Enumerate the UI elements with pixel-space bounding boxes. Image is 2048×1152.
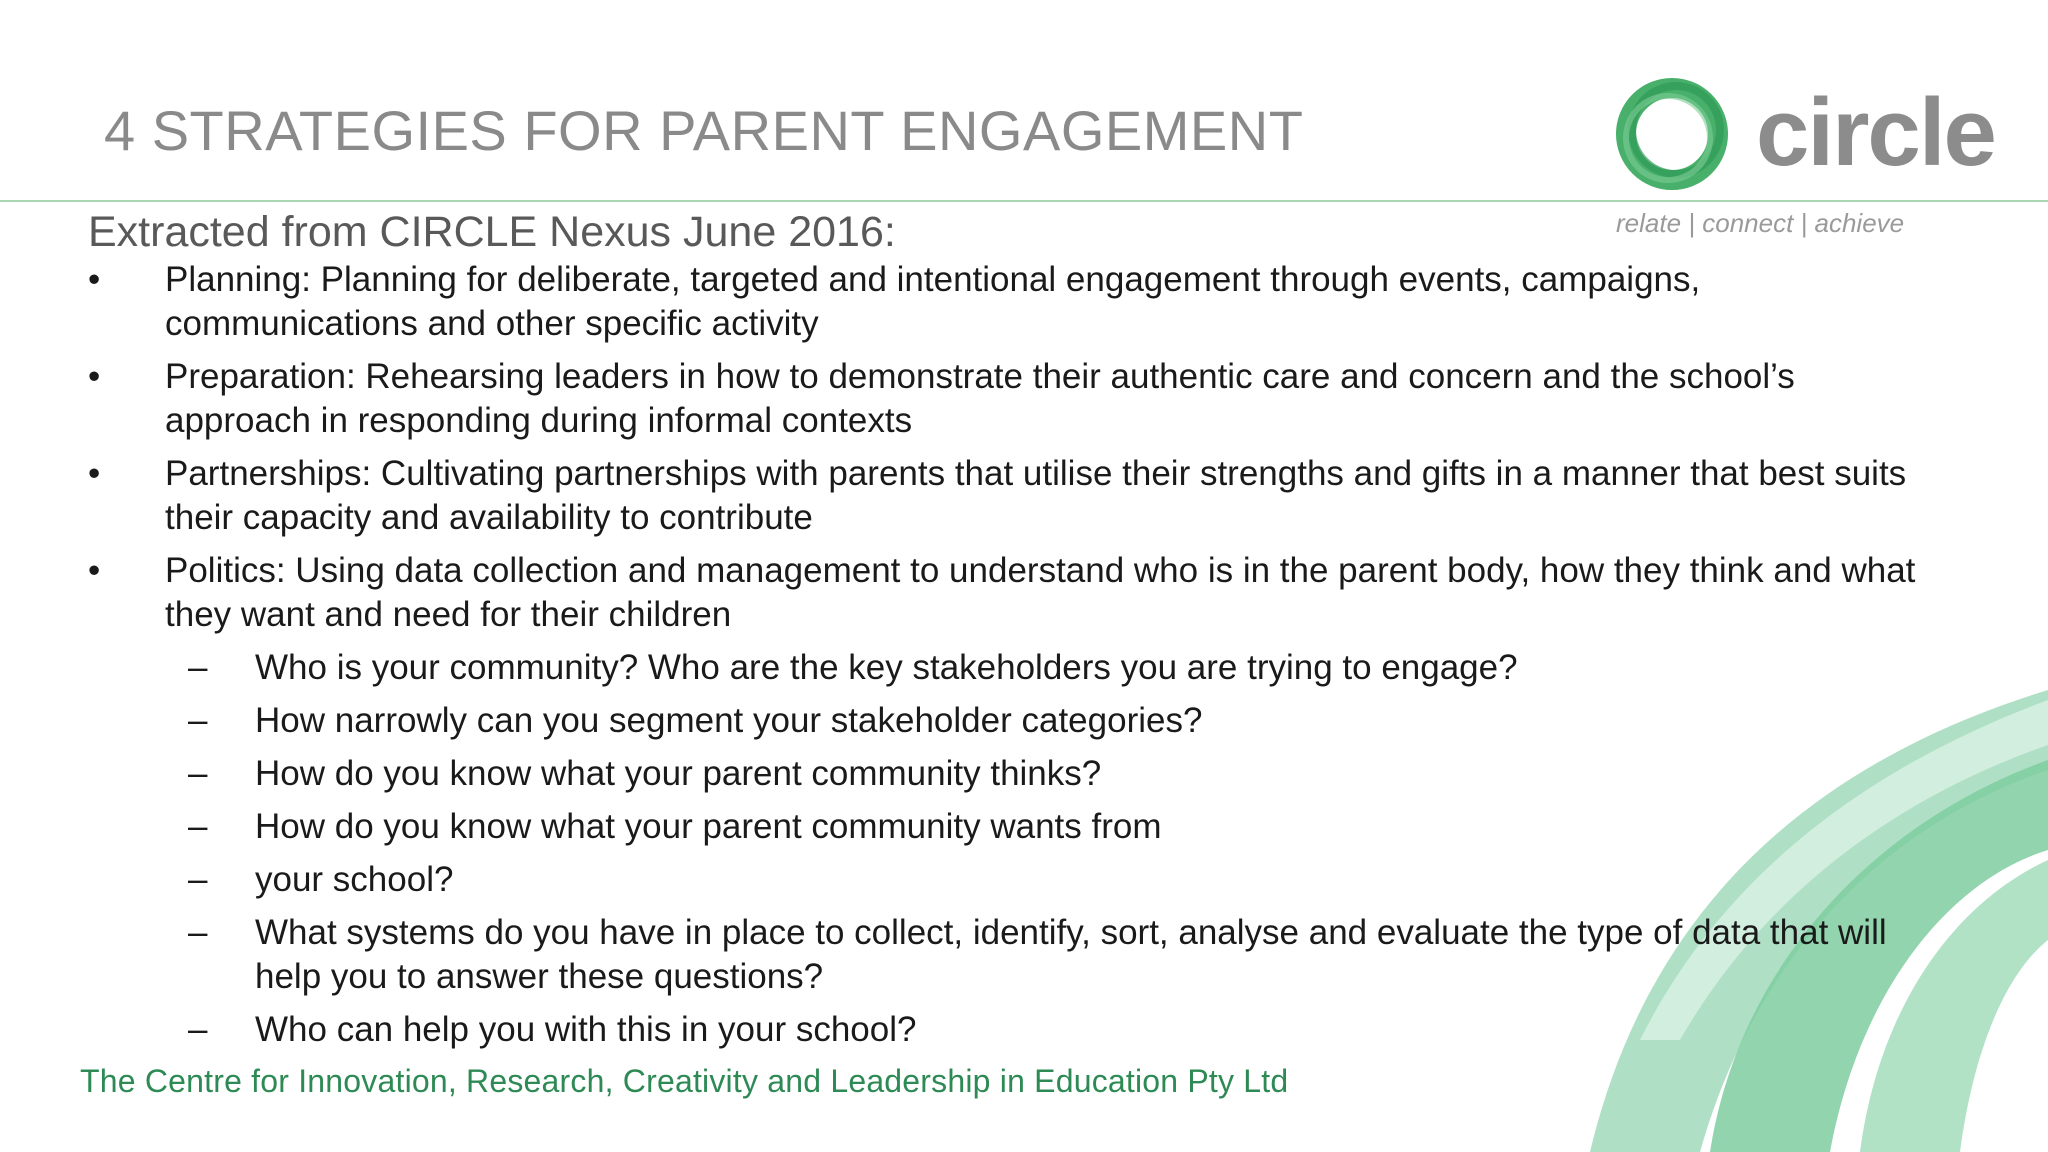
bullet-text: Preparation: Rehearsing leaders in how to demonstrate their authentic care and concern and the school’s approach in responding during informal contexts [165,357,1795,440]
bullet-partnerships [0,452,1935,540]
footer-organisation-name: The Centre for Innovation, Research, Creativity and Leadership in Education Pty Ltd [80,1063,1289,1099]
bullet-text: Partnerships: Cultivating partnerships with parents that utilise their strengths and gifts in a manner that best suits their capacity and availability to contribute [165,454,1907,537]
sub-bullet-marker: – [188,648,208,687]
sub-bullet-marker: – [188,913,208,952]
logo-wordmark: circle [1756,79,1995,186]
sub-bullet-marker: – [188,807,208,846]
sub-bullet-item [0,911,1935,999]
bullet-text: Politics: Using data collection and management to understand who is in the parent body, how they think and what they want and need for their children [165,551,1916,634]
source-subtitle: Extracted from CIRCLE Nexus June 2016: [88,208,896,256]
sub-bullet-marker: – [188,860,208,899]
sub-bullet-item [0,699,1935,743]
sub-bullet-item [0,752,1935,796]
sub-bullet-text: How do you know what your parent community wants from [255,807,1162,846]
logo-tagline: relate | connect | achieve [1616,208,1905,238]
sub-bullet-item [0,805,1935,849]
sub-bullet-text: How narrowly can you segment your stakeholder categories? [255,701,1203,740]
sub-bullet-item [0,1008,1935,1052]
slide-title: 4 STRATEGIES FOR PARENT ENGAGEMENT [104,99,1304,162]
circle-logo [1610,70,1995,250]
bullet-marker: • [88,551,101,590]
sub-bullet-text: What systems do you have in place to collect, identify, sort, analyse and evaluate the type of data that will help you to answer these questions? [255,913,1887,996]
bullet-marker: • [88,260,101,299]
sub-bullet-item [0,858,1935,902]
bullet-marker: • [88,454,101,493]
sub-bullet-text: Who is your community? Who are the key stakeholders you are trying to engage? [255,648,1518,687]
sub-bullet-text: How do you know what your parent community thinks? [255,754,1102,793]
bullet-list [0,258,2048,1061]
sub-bullet-marker: – [188,1010,208,1049]
sub-bullet-marker: – [188,754,208,793]
sub-bullet-item [0,646,1935,690]
sub-bullet-text: your school? [255,860,454,899]
bullet-marker: • [88,357,101,396]
sub-bullet-text: Who can help you with this in your school? [255,1010,917,1049]
bullet-planning [0,258,1935,346]
sub-bullet-marker: – [188,701,208,740]
circle-logo-ring-icon [1610,70,1740,200]
bullet-preparation [0,355,1935,443]
bullet-politics [0,549,1935,637]
bullet-text: Planning: Planning for deliberate, targeted and intentional engagement through events, campaigns, communications and other specific activity [165,260,1701,343]
